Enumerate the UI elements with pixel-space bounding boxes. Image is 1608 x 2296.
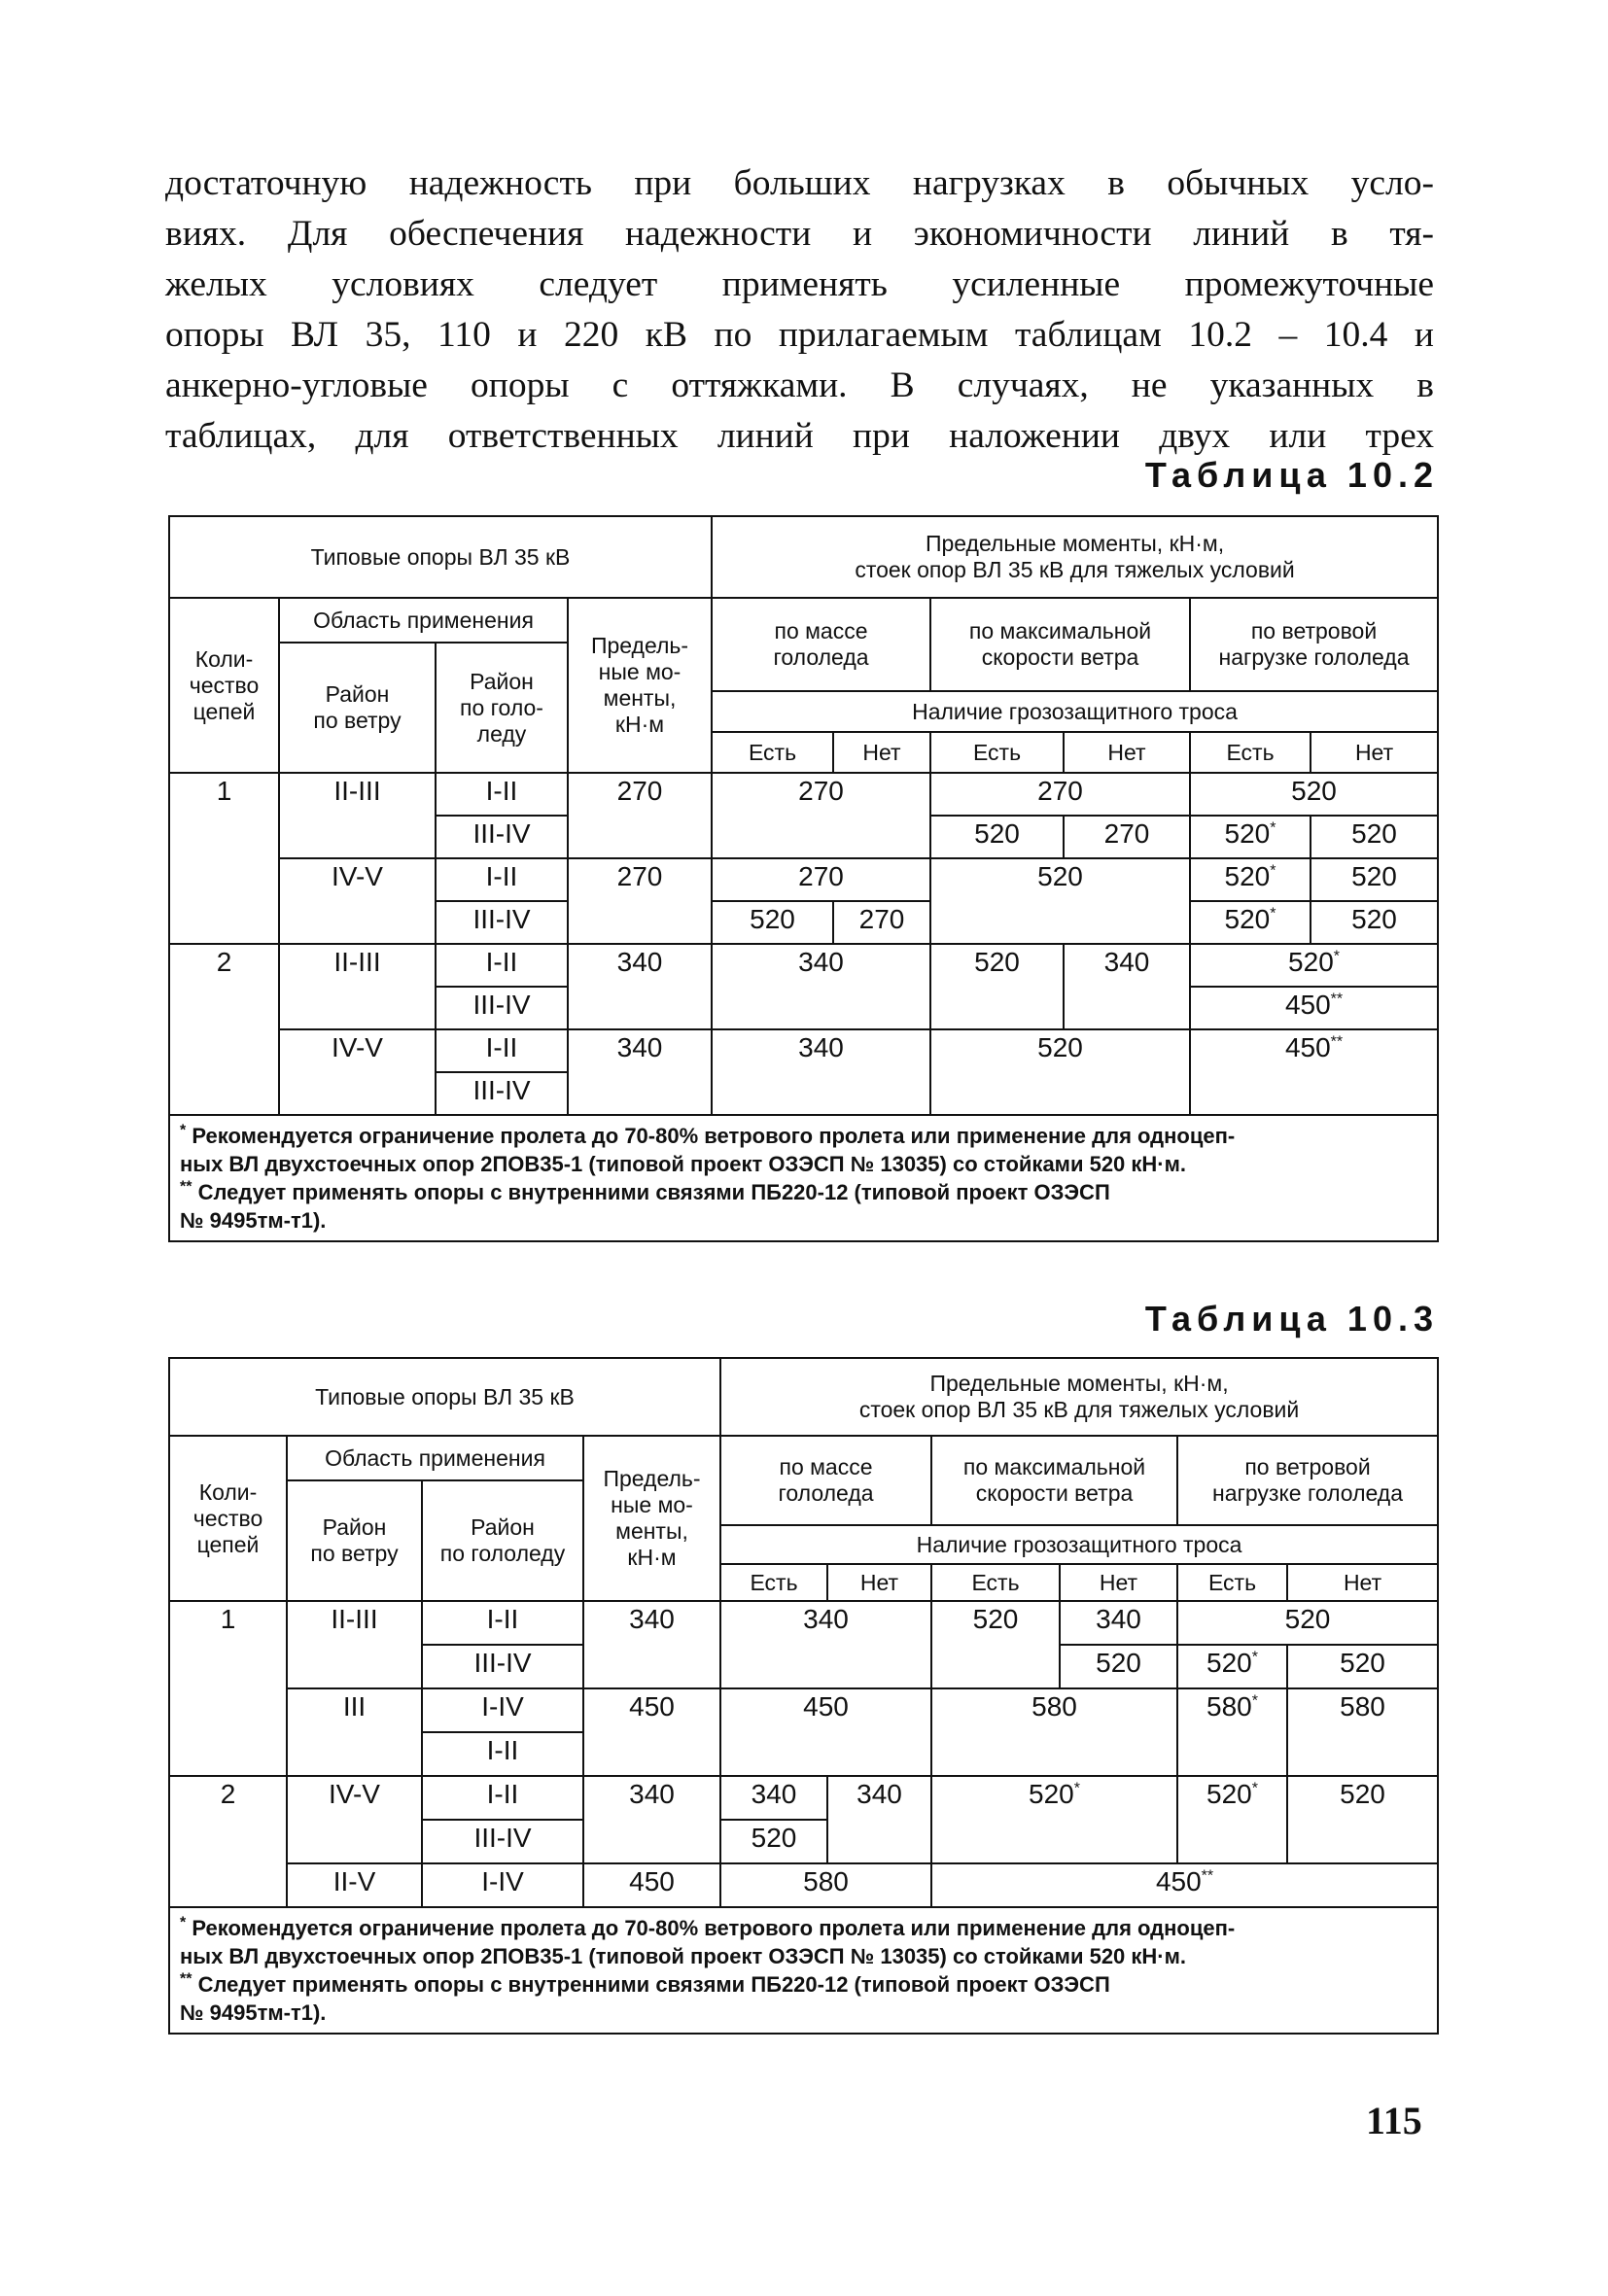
- header-ice-mass: по массе гололеда: [712, 598, 930, 691]
- header-ice-region: Район по гололеду: [422, 1480, 583, 1601]
- cell-ice-region: I-IV: [422, 1863, 583, 1907]
- cell-value: 520: [1287, 1776, 1438, 1863]
- note-line: ** Следует применять опоры с внутренними связями ПБ220-12 (типовой проект ОЗЭСП: [180, 1970, 1110, 1997]
- cell-ice-region: III-IV: [422, 1645, 583, 1688]
- cell-value: 520: [1311, 901, 1438, 944]
- paragraph-line: желых условиях следует применять усиленные промежуточные: [165, 264, 1434, 304]
- cell-ice-region: III-IV: [436, 816, 568, 858]
- table-notes: [169, 1907, 1438, 2034]
- header-ground-wire: Наличие грозозащитного троса: [712, 691, 1438, 732]
- header-yes: Есть: [931, 1564, 1060, 1601]
- cell-value: 520: [930, 858, 1190, 944]
- cell-moment: 270: [568, 858, 712, 944]
- cell-moment: 340: [568, 944, 712, 1029]
- cell-value: 580: [720, 1863, 931, 1907]
- cell-ice-region: III-IV: [436, 901, 568, 944]
- cell-moment: 270: [568, 773, 712, 858]
- header-max-wind: по максимальной скорости ветра: [930, 598, 1190, 691]
- cell-value: 520: [712, 901, 833, 944]
- cell-value: 520: [1287, 1645, 1438, 1688]
- cell-value: 270: [930, 773, 1190, 816]
- cell-wind-region: II-III: [279, 773, 436, 858]
- cell-value: 270: [712, 773, 930, 858]
- cell-value: 580*: [1177, 1688, 1287, 1776]
- page-number: 115: [1366, 2099, 1422, 2142]
- cell-value: 450**: [1190, 987, 1438, 1029]
- cell-ice-region: I-II: [422, 1601, 583, 1645]
- cell-moment: 340: [583, 1776, 720, 1863]
- header-no: Нет: [1311, 732, 1438, 773]
- cell-value: 270: [833, 901, 930, 944]
- paragraph-line: таблицах, для ответственных линий при наложении двух или трех: [165, 416, 1434, 456]
- header-no: Нет: [1064, 732, 1190, 773]
- header-no: Нет: [833, 732, 930, 773]
- cell-value: 520*: [1190, 816, 1311, 858]
- cell-value: 520: [1311, 816, 1438, 858]
- note-line: ** Следует применять опоры с внутренними связями ПБ220-12 (типовой проект ОЗЭСП: [180, 1178, 1110, 1204]
- header-circuit-count: Коли- чество цепей: [169, 1436, 287, 1601]
- cell-value: 340: [712, 1029, 930, 1115]
- cell-wind-region: IV-V: [279, 858, 436, 944]
- header-wind-region: Район по ветру: [287, 1480, 422, 1601]
- header-limit-moments: Предельные моменты, кН·м, стоек опор ВЛ 35 кВ для тяжелых условий: [720, 1358, 1438, 1436]
- note-line: № 9495тм-т1).: [180, 1208, 327, 1233]
- cell-ice-region: III-IV: [436, 987, 568, 1029]
- cell-ice-region: I-II: [436, 1029, 568, 1072]
- cell-wind-region: II-III: [279, 944, 436, 1029]
- cell-ice-region: III-IV: [422, 1820, 583, 1863]
- header-limit-moments-knm: Предель- ные мо- менты, кН·м: [568, 598, 712, 773]
- cell-value: 520: [931, 1601, 1060, 1688]
- cell-circuits: 1: [169, 773, 279, 944]
- cell-value: 520: [1190, 773, 1438, 816]
- header-yes: Есть: [1190, 732, 1311, 773]
- paragraph-line: достаточную надежность при больших нагрузках в обычных усло-: [165, 163, 1434, 203]
- cell-value: 520*: [1177, 1776, 1287, 1863]
- cell-circuits: 2: [169, 944, 279, 1115]
- cell-value: 340: [720, 1601, 931, 1688]
- cell-ice-region: I-II: [436, 858, 568, 901]
- note-line: ных ВЛ двухстоечных опор 2ПОВ35-1 (типовой проект ОЗЭСП № 13035) со стойками 520 кН·м.: [180, 1152, 1187, 1176]
- cell-value: 450: [720, 1688, 931, 1776]
- cell-value: 520: [930, 944, 1064, 1029]
- paragraph-line: опоры ВЛ 35, 110 и 220 кВ по прилагаемым таблицам 10.2 – 10.4 и: [165, 315, 1434, 355]
- paragraph-line: виях. Для обеспечения надежности и экономичности линий в тя-: [165, 214, 1434, 254]
- header-ground-wire: Наличие грозозащитного троса: [720, 1525, 1438, 1564]
- cell-wind-region: II-V: [287, 1863, 422, 1907]
- cell-value: 340: [712, 944, 930, 1029]
- cell-moment: 340: [568, 1029, 712, 1115]
- cell-value: 520: [720, 1820, 827, 1863]
- cell-value: 580: [931, 1688, 1177, 1776]
- cell-value: 520: [1177, 1601, 1438, 1645]
- cell-wind-region: IV-V: [287, 1776, 422, 1863]
- cell-value: 520*: [1190, 901, 1311, 944]
- body-paragraph: [165, 158, 1434, 462]
- cell-value: 270: [712, 858, 930, 901]
- cell-value: 340: [1060, 1601, 1177, 1645]
- cell-wind-region: III: [287, 1688, 422, 1776]
- header-wind-ice-load: по ветровой нагрузке гололеда: [1190, 598, 1438, 691]
- cell-ice-region: III-IV: [436, 1072, 568, 1115]
- cell-ice-region: I-IV: [422, 1688, 583, 1732]
- header-application-area: Область применения: [287, 1436, 583, 1480]
- table-notes: [169, 1115, 1438, 1241]
- cell-ice-region: I-II: [422, 1732, 583, 1776]
- header-limit-moments-knm: Предель- ные мо- менты, кН·м: [583, 1436, 720, 1601]
- table-10-3-caption: Таблица 10.3: [1144, 1299, 1439, 1339]
- header-no: Нет: [827, 1564, 931, 1601]
- cell-wind-region: II-III: [287, 1601, 422, 1688]
- cell-value: 270: [1064, 816, 1190, 858]
- cell-circuits: 2: [169, 1776, 287, 1907]
- cell-ice-region: I-II: [436, 773, 568, 816]
- cell-wind-region: IV-V: [279, 1029, 436, 1115]
- cell-value: 340: [827, 1776, 931, 1863]
- header-ice-mass: по массе гололеда: [720, 1436, 931, 1525]
- header-wind-ice-load: по ветровой нагрузке гололеда: [1177, 1436, 1438, 1525]
- header-typical-supports: Типовые опоры ВЛ 35 кВ: [169, 516, 712, 598]
- cell-value: 520: [1311, 858, 1438, 901]
- cell-value: 520*: [1190, 858, 1311, 901]
- cell-value: 340: [1064, 944, 1190, 1029]
- header-no: Нет: [1287, 1564, 1438, 1601]
- header-no: Нет: [1060, 1564, 1177, 1601]
- table-10-2-caption: Таблица 10.2: [1144, 455, 1439, 495]
- cell-value: 520*: [1177, 1645, 1287, 1688]
- note-line: № 9495тм-т1).: [180, 2000, 327, 2025]
- header-yes: Есть: [1177, 1564, 1287, 1601]
- cell-value: 580: [1287, 1688, 1438, 1776]
- note-line: * Рекомендуется ограничение пролета до 70-80% ветрового пролета или применение для одноцеп-: [180, 1914, 1236, 1940]
- cell-value: 340: [720, 1776, 827, 1820]
- cell-value: 450**: [1190, 1029, 1438, 1115]
- header-application-area: Область применения: [279, 598, 568, 643]
- cell-value: 520: [1060, 1645, 1177, 1688]
- header-yes: Есть: [930, 732, 1064, 773]
- paragraph-line: анкерно-угловые опоры с оттяжками. В случаях, не указанных в: [165, 365, 1434, 405]
- cell-ice-region: I-II: [436, 944, 568, 987]
- cell-moment: 450: [583, 1688, 720, 1776]
- note-line: * Рекомендуется ограничение пролета до 70-80% ветрового пролета или применение для одноцеп-: [180, 1122, 1236, 1148]
- cell-value: 520: [930, 816, 1064, 858]
- cell-moment: 450: [583, 1863, 720, 1907]
- table-10-3: [168, 1357, 1439, 2035]
- header-ice-region: Район по голо- леду: [436, 643, 568, 773]
- cell-moment: 340: [583, 1601, 720, 1688]
- header-limit-moments: Предельные моменты, кН·м, стоек опор ВЛ 35 кВ для тяжелых условий: [712, 516, 1438, 598]
- header-yes: Есть: [712, 732, 833, 773]
- header-max-wind: по максимальной скорости ветра: [931, 1436, 1177, 1525]
- note-line: ных ВЛ двухстоечных опор 2ПОВ35-1 (типовой проект ОЗЭСП № 13035) со стойками 520 кН·м.: [180, 1944, 1187, 1968]
- cell-value: 520: [930, 1029, 1190, 1115]
- header-circuit-count: Коли- чество цепей: [169, 598, 279, 773]
- header-wind-region: Район по ветру: [279, 643, 436, 773]
- table-10-2: [168, 515, 1439, 1242]
- cell-value: 520*: [931, 1776, 1177, 1863]
- cell-value: 520*: [1190, 944, 1438, 987]
- cell-value: 450**: [931, 1863, 1438, 1907]
- cell-ice-region: I-II: [422, 1776, 583, 1820]
- header-yes: Есть: [720, 1564, 827, 1601]
- cell-circuits: 1: [169, 1601, 287, 1776]
- header-typical-supports: Типовые опоры ВЛ 35 кВ: [169, 1358, 720, 1436]
